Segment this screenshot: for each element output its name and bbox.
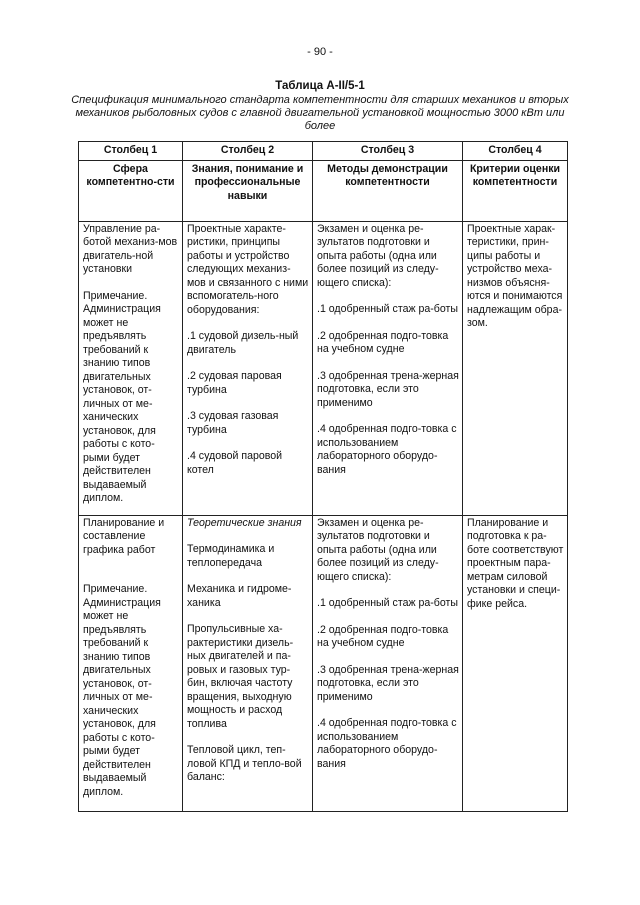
table-row — [79, 515, 568, 811]
methods-item: .3 одобренная трена-жерная подготовка, если это применимо — [317, 663, 459, 703]
competence-text: Управление ра-ботой механиз-мов двигатель-ной установки — [83, 222, 178, 275]
knowledge-heading: Теоретические знания — [187, 516, 302, 529]
column-2-number: Столбец 2 — [183, 142, 313, 161]
column-4-number: Столбец 4 — [463, 142, 568, 161]
knowledge-item: .1 судовой дизель-ный двигатель — [187, 330, 299, 356]
methods-intro: Экзамен и оценка ре-зультатов подготовки и опыта работы (одна или более позиций из следу-ющего списка): — [317, 516, 439, 583]
knowledge-item: Механика и гидроме-ханика — [187, 583, 292, 609]
competence-note: Примечание. Администрация может не предъявлять требований к знанию типов двигательных установок, от-личных от ме-ханических установок, для работы с кото-рыми будет действителен выдаваемый диплом. — [83, 583, 161, 798]
knowledge-item: .4 судовой паровой котел — [187, 450, 283, 476]
methods-item: .2 одобренная подго-товка на учебном судне — [317, 623, 449, 649]
column-4-header: Критерии оценки компетентности — [463, 160, 568, 221]
knowledge-item: .2 судовая паровая турбина — [187, 370, 282, 396]
competence-table — [78, 141, 568, 812]
knowledge-item: Термодинамика и теплопередача — [187, 543, 275, 569]
column-3-header: Методы демонстрации компетентности — [313, 160, 463, 221]
criteria-text: Планирование и подготовка к ра-боте соответствуют проектным пара-метрам силовой установки и специ-фике рейса. — [467, 516, 564, 610]
column-1-number: Столбец 1 — [79, 142, 183, 161]
methods-cell — [313, 221, 463, 515]
page-number: - 90 - — [307, 46, 333, 58]
criteria-text: Проектные харак-теристики, прин-ципы работы и устройство меха-низмов объясня-ются и понимаются надлежащим обра-зом. — [467, 222, 563, 329]
column-header-row — [79, 160, 568, 221]
methods-item: .2 одобренная подго-товка на учебном судне — [317, 329, 449, 355]
table-subtitle: Спецификация минимального стандарта компетентности для старших механиков и вторых механиков рыболовных судов с главной двигательной установкой мощностью 3000 кВт или более — [71, 94, 569, 132]
methods-item: .1 одобренный стаж ра-боты — [317, 303, 458, 315]
knowledge-item: .3 судовая газовая турбина — [187, 410, 279, 436]
methods-item: .4 одобренная подго-товка с использованием лабораторного оборудо-вания — [317, 423, 457, 476]
knowledge-item: Тепловой цикл, теп-ловой КПД и тепло-вой баланс: — [187, 744, 302, 783]
criteria-cell — [463, 515, 568, 811]
knowledge-cell — [183, 221, 313, 515]
knowledge-cell — [183, 515, 313, 811]
criteria-cell — [463, 221, 568, 515]
competence-text: Планирование и составление графика работ — [83, 516, 165, 556]
table-row — [79, 221, 568, 515]
knowledge-item: Пропульсивные ха-рактеристики дизель-ных двигателей и па-ровых и газовых тур-бин, включая частоту вращения, выходную мощность и расход топлива — [187, 623, 294, 730]
competence-note: Примечание. Администрация может не предъявлять требований к знанию типов двигательных установок, от-личных от ме-ханических установок, для работы с кото-рыми будет действителен выдаваемый диплом. — [83, 289, 161, 504]
methods-intro: Экзамен и оценка ре-зультатов подготовки и опыта работы (одна или более позиций из следу-ющего списка): — [317, 222, 439, 289]
column-3-number: Столбец 3 — [313, 142, 463, 161]
knowledge-intro: Проектные характе-ристики, принципы работы и устройство следующих механиз-мов и связанного с ними вспомогатель-ного оборудования: — [187, 222, 309, 316]
table-title: Таблица А-II/5-1 — [275, 80, 365, 92]
methods-cell — [313, 515, 463, 811]
competence-cell — [79, 221, 183, 515]
column-2-header: Знания, понимание и профессиональные навыки — [183, 160, 313, 221]
column-1-header: Сфера компетентно-сти — [79, 160, 183, 221]
competence-cell — [79, 515, 183, 811]
methods-item: .3 одобренная трена-жерная подготовка, если это применимо — [317, 369, 459, 409]
methods-item: .1 одобренный стаж ра-боты — [317, 597, 458, 609]
column-number-row — [79, 142, 568, 161]
methods-item: .4 одобренная подго-товка с использованием лабораторного оборудо-вания — [317, 717, 457, 770]
